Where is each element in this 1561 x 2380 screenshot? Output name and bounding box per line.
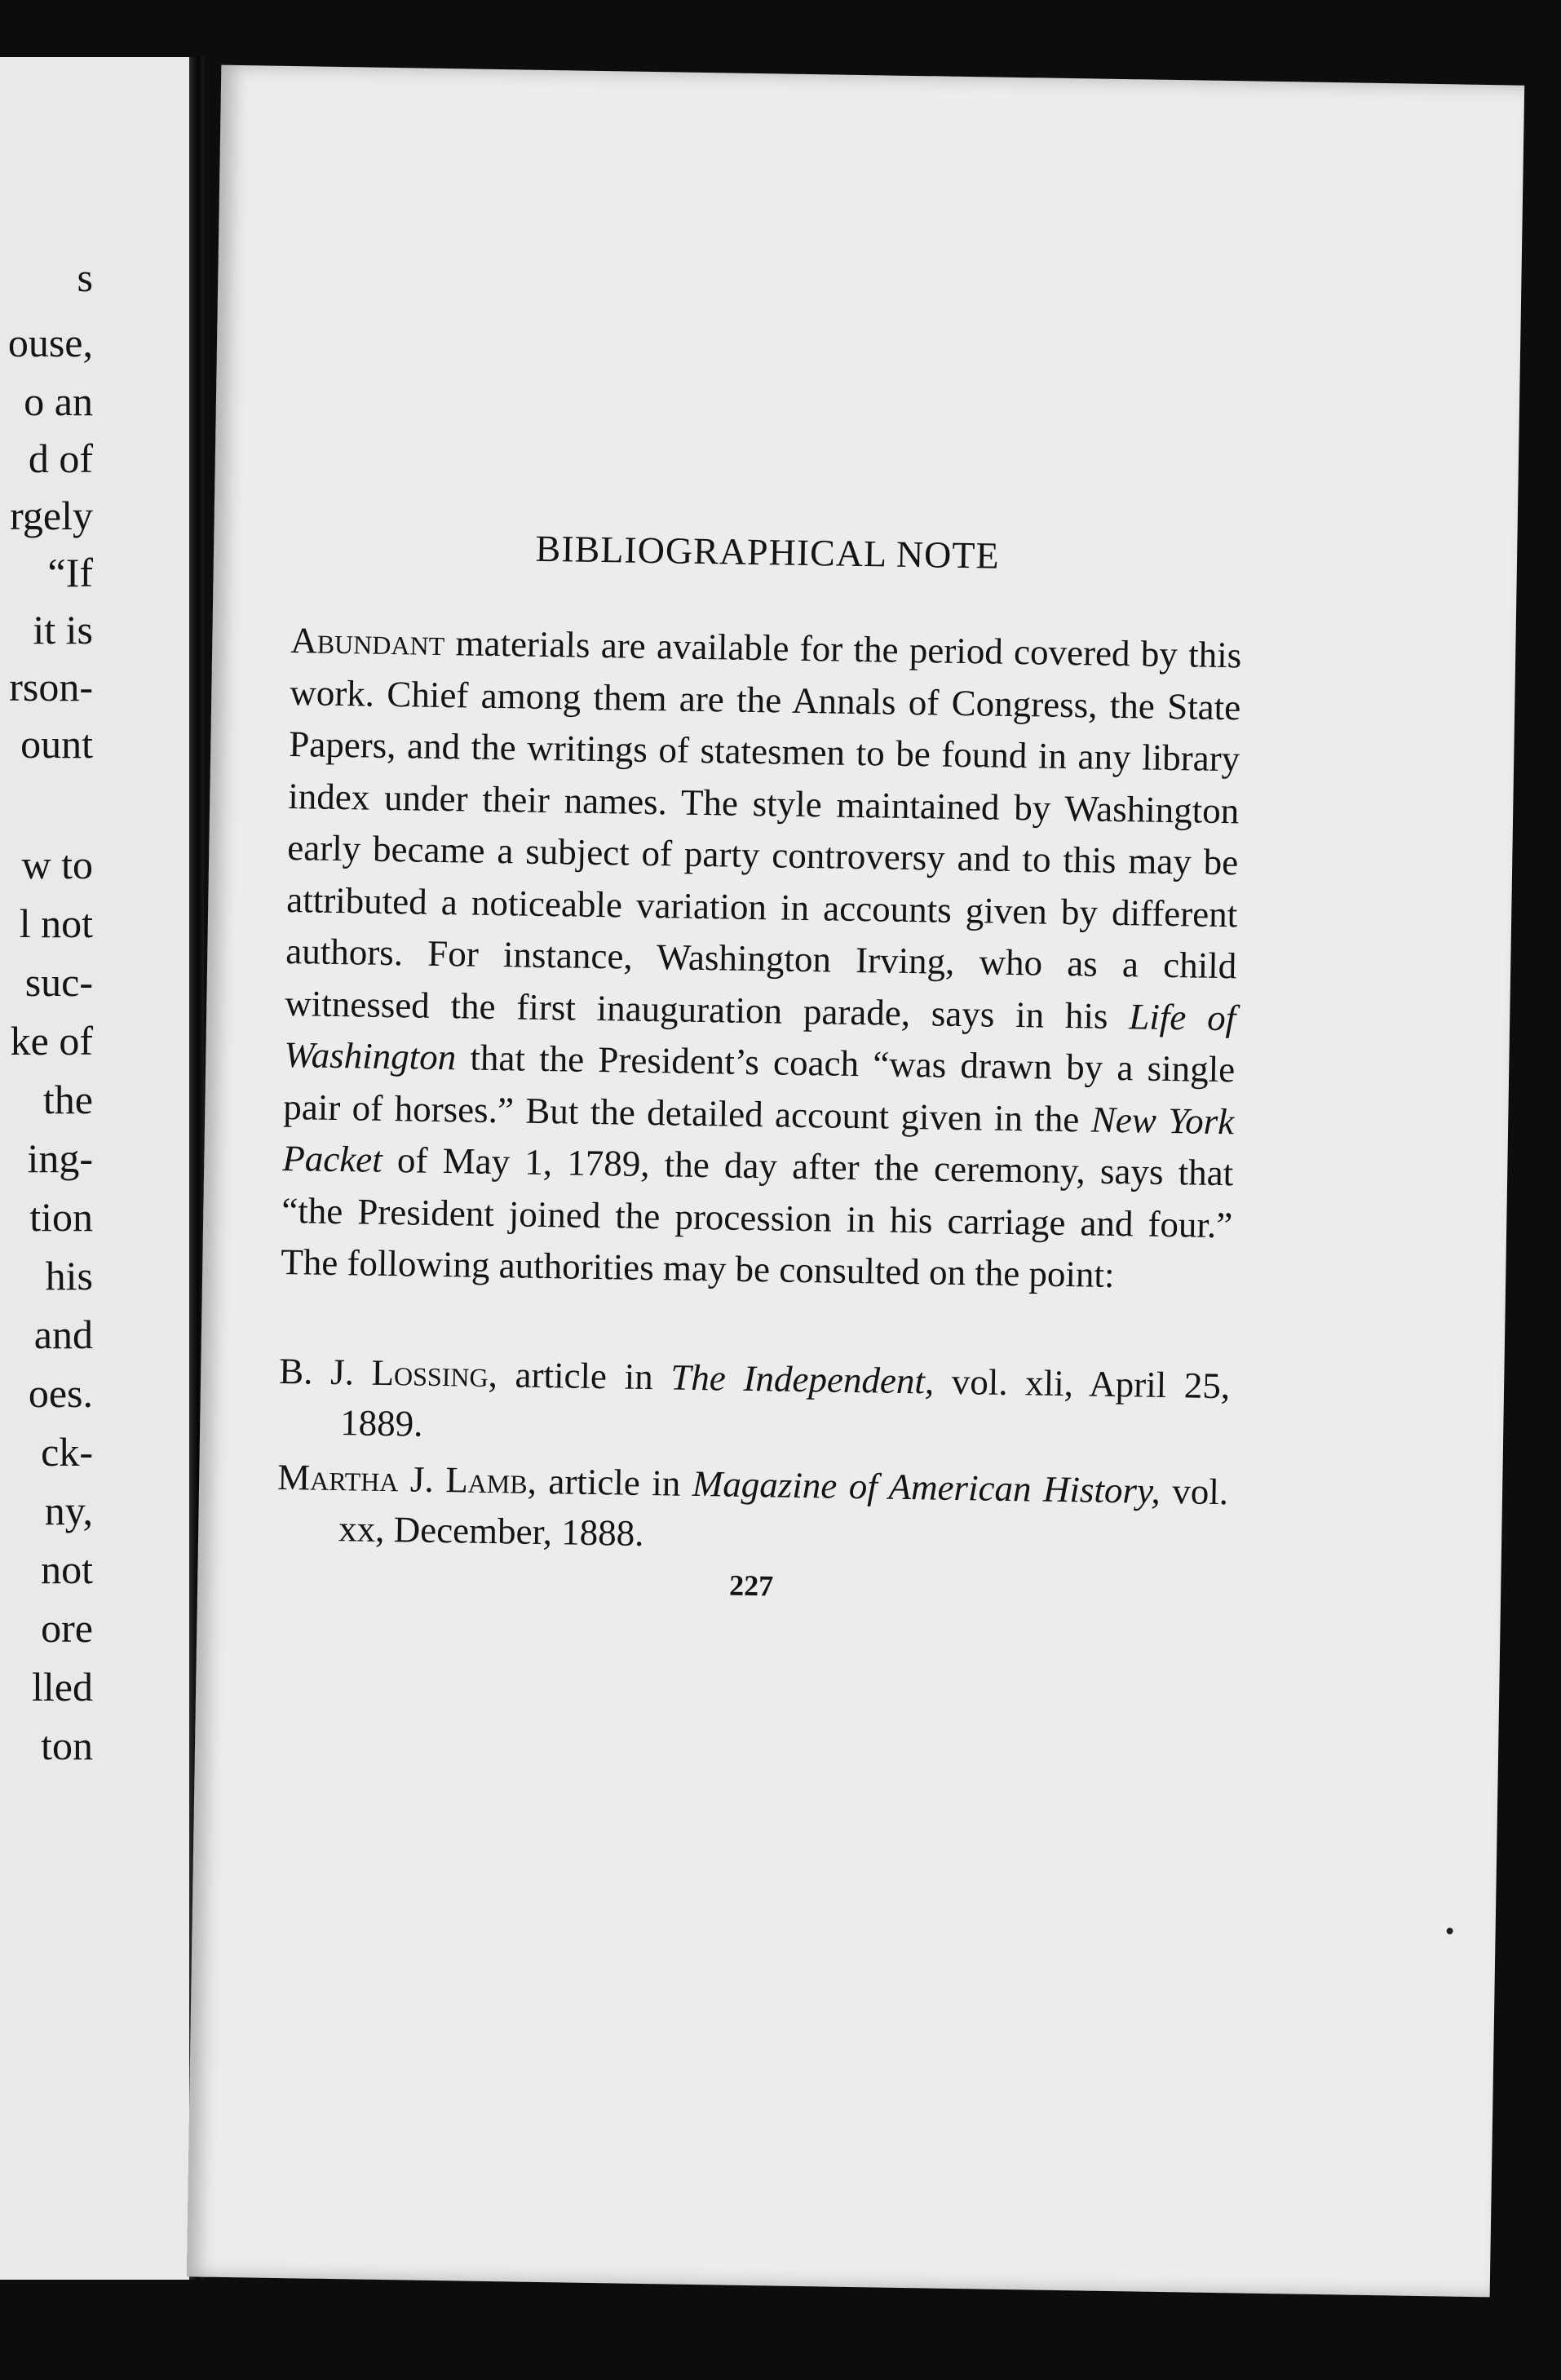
italic-title: Life of Washington [283,995,1236,1078]
left-text-fragment: rson- [9,664,93,710]
left-text-fragment: oes. [28,1370,93,1416]
left-text-fragment: lled [32,1664,93,1710]
left-text-fragment: w to [21,842,93,887]
left-text-fragment: ore [41,1605,93,1651]
page-text-block [276,523,1244,1610]
left-text-fragment: ount [20,721,93,767]
left-text-fragment: ck- [41,1429,93,1475]
left-text-fragment: and [33,1312,93,1357]
reference-list [276,1345,1231,1567]
left-text-fragment: “If [47,550,93,595]
reference-text: article in [548,1460,681,1504]
left-text-fragment: it is [33,607,93,653]
scan-speck [1447,1927,1453,1934]
left-text-fragment: tion [29,1194,93,1240]
reference-text: vol. xx, December, 1888. [338,1470,1229,1554]
left-text-fragment: rgely [10,493,93,538]
reference-entry [278,1345,1231,1461]
left-text-fragment: not [41,1546,93,1592]
reference-author: Martha J. Lamb, [276,1456,537,1502]
left-text-fragment: ke of [10,1018,93,1064]
reference-entry [276,1451,1229,1567]
left-page-fragment [0,57,189,2280]
paragraph-text: that the President’s coach “was drawn by a single pair of horses.” But the detailed account given in the [282,1037,1236,1139]
lead-word: Abundant [290,620,445,664]
left-text-fragment: o an [24,378,93,424]
reference-title: Magazine of American History, [692,1462,1161,1511]
body-paragraph [281,615,1242,1303]
italic-title: New York Packet [281,1099,1235,1180]
left-text-fragment: ton [41,1723,93,1768]
left-text-fragment: s [77,254,93,300]
page-heading: BIBLIOGRAPHICAL NOTE [535,527,1000,577]
left-text-fragment: suc- [24,959,93,1005]
page-number: 227 [728,1568,774,1602]
left-text-fragment: the [42,1077,93,1122]
left-text-fragment: ing- [27,1135,93,1181]
right-page [187,65,1524,2298]
reference-title: The Independent, [670,1356,935,1402]
left-text-fragment: his [45,1253,93,1298]
paragraph-text: materials are available for the period covered by this work. Chief among them are the Annals of Congress, the State Papers, and the writings of statesmen to be found in any library index under their names. The style maintained by Washington early became a subject of party controversy and to this may be attributed a noticeable variation in accounts given by different authors. For instance, Washington Irving, who as a child witnessed the first inauguration parade, says in his [284,622,1242,1037]
left-text-fragment: d of [28,436,93,481]
paragraph-text: of May 1, 1789, the day after the ceremony, says that “the President joined the procession in his carriage and four.” The following authorities may be consulted on the point: [280,1139,1234,1295]
reference-text: article in [515,1353,654,1397]
left-text-fragment: l not [19,900,93,946]
reference-author: B. J. Lossing, [278,1350,498,1395]
left-text-fragment: ny, [44,1488,93,1533]
left-text-fragment: ouse, [7,320,93,365]
reference-text: vol. xli, April 25, 1889. [339,1360,1231,1444]
